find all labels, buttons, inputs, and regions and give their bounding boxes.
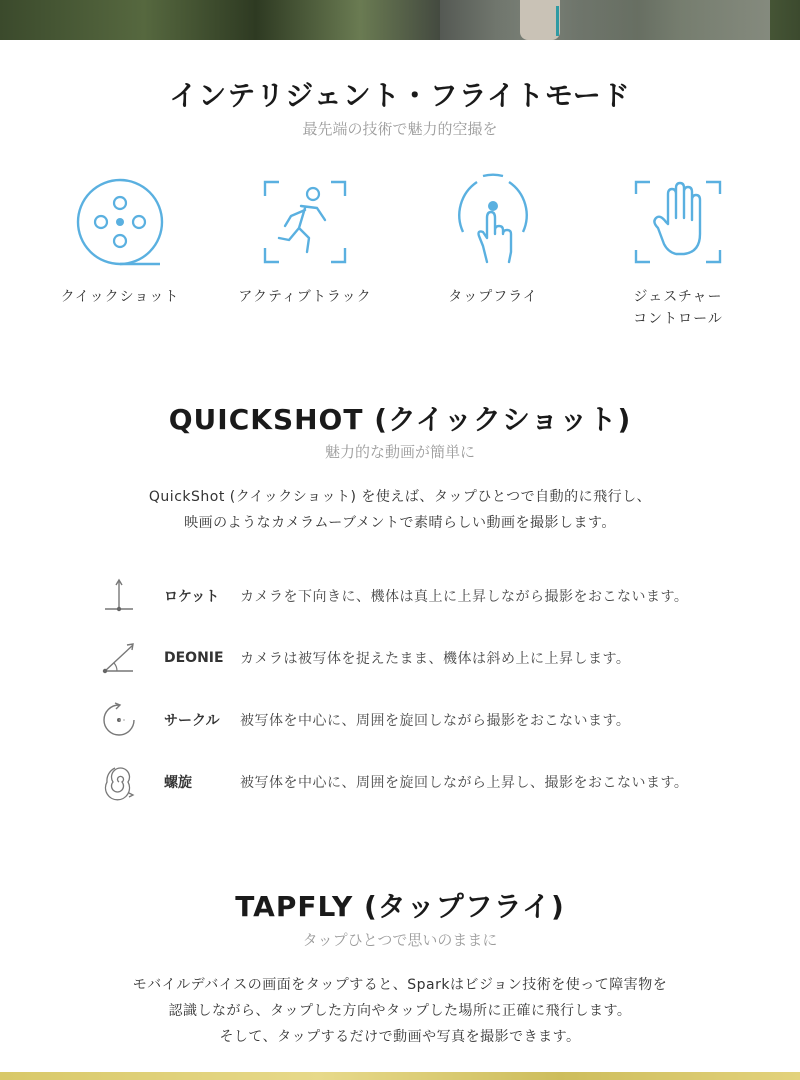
mode-quickshot-label: クイックショット (60, 289, 180, 305)
hero-bike (556, 6, 582, 36)
quickshot-title: QUICKSHOT (クイックショット) (168, 403, 632, 436)
hero-road (440, 0, 770, 40)
quickshot-body (0, 484, 800, 536)
tap-finger-icon (443, 172, 543, 272)
tapfly-body-line3: そして、タップするだけで動画や写真を撮影できます。 (219, 1029, 581, 1045)
tapfly-subtitle: タップひとつで思いのままに (302, 931, 498, 949)
quickshot-item-helix (96, 762, 776, 802)
quickshot-item-name: サークル (164, 713, 220, 729)
mode-gesture-label: ジェスチャー コントロール (633, 289, 723, 327)
intelligent-subtitle: 最先端の技術で魅力的空撮を (302, 120, 498, 138)
intelligent-title: インテリジェント・フライトモード (169, 79, 631, 112)
quickshot-item-name: ロケット (164, 589, 220, 605)
mode-quickshot[interactable] (30, 172, 210, 308)
tapfly-body-line2: 認識しながら、タップした方向やタップした場所に正確に飛行します。 (168, 1003, 632, 1019)
quickshot-body-line1: QuickShot (クイックショット) を使えば、タップひとつで自動的に飛行し、 (148, 489, 652, 505)
flight-modes-list (0, 172, 800, 342)
dronie-path-icon (101, 639, 137, 677)
quickshot-item-circle (96, 700, 776, 740)
quickshot-item-desc: カメラを下向きに、機体は真上に上昇しながら撮影をおこないます。 (240, 589, 689, 605)
quickshot-item-rocket (96, 576, 776, 616)
hand-gesture-icon (628, 172, 728, 272)
quickshot-body-line2: 映画のようなカメラムーブメントで素晴らしい動画を撮影します。 (184, 515, 616, 531)
film-reel-icon (70, 172, 170, 272)
quickshot-item-desc: 被写体を中心に、周囲を旋回しながら上昇し、撮影をおこないます。 (240, 775, 689, 791)
quickshot-item-name: 螺旋 (164, 775, 192, 791)
tapfly-body (0, 972, 800, 1050)
mode-gesture[interactable] (588, 172, 768, 330)
rocket-path-icon (101, 577, 137, 615)
mode-tapfly[interactable] (403, 172, 583, 308)
mode-tapfly-label: タップフライ (448, 289, 538, 305)
quickshot-item-name: DEONIE (164, 650, 224, 666)
quickshot-subtitle: 魅力的な動画が簡単に (324, 443, 475, 461)
tapfly-title: TAPFLY (タップフライ) (235, 890, 565, 923)
next-section-image (0, 1072, 800, 1080)
quickshot-item-desc: 被写体を中心に、周囲を旋回しながら撮影をおこないます。 (240, 713, 631, 729)
quickshot-item-dronie (96, 638, 776, 678)
circle-path-icon (101, 701, 137, 739)
tapfly-body-line1: モバイルデバイスの画面をタップすると、Sparkはビジョン技術を使って障害物を (132, 977, 668, 993)
hero-image (0, 0, 800, 40)
hero-person (520, 0, 560, 40)
helix-path-icon (101, 763, 137, 801)
mode-activetrack-label: アクティブトラック (238, 289, 372, 305)
quickshot-item-desc: カメラは被写体を捉えたまま、機体は斜め上に上昇します。 (240, 651, 631, 667)
mode-activetrack[interactable] (215, 172, 395, 308)
running-person-icon (255, 172, 355, 272)
